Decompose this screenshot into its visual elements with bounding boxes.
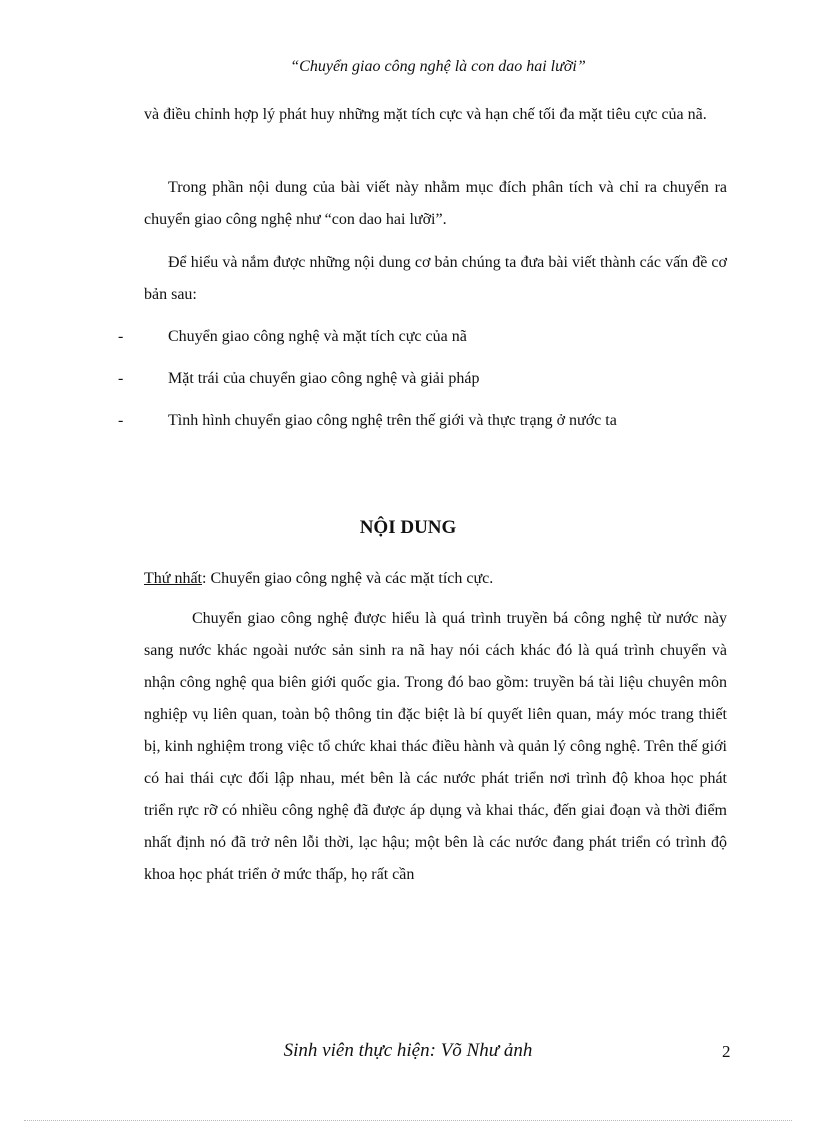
subsection-label: Thứ nhất	[144, 570, 202, 587]
subsection-heading	[144, 564, 493, 594]
paragraph-definition: Chuyển giao công nghệ được hiểu là quá trình truyền bá công nghệ từ nước này sang nước khác ngoài nước sản sinh ra nã hay nói cách khác đó là quá trình chuyển và nhận công nghệ qua biên giới quốc gia. Trong đó bao gồm: truyền bá tài liệu chuyên môn nghiệp vụ liên quan, toàn bộ thông tin đặc biệt là bí quyết liên quan, máy móc trang thiết bị, kinh nghiệm trong việc tổ chức khai thác điều hành và quản lý công nghệ. Trên thế giới có hai thái cực đối lập nhau, mét bên là các nước phát triển nơi trình độ khoa học phát triển rực rỡ có nhiều công nghệ đã được áp dụng và khai thác, đến giai đoạn và thời điểm nhất định nó đã trở nên lỗi thời, lạc hậu; một bên là các nước đang phát triển có trình độ khoa học phát triển ở mức thấp, họ rất cần	[144, 610, 727, 883]
page-bottom-divider	[24, 1120, 792, 1121]
list-item	[0, 404, 816, 446]
list-item	[0, 362, 816, 404]
subsection-text: : Chuyển giao công nghệ và các mặt tích cực.	[202, 570, 494, 587]
list-bullet: -	[118, 412, 124, 429]
list-bullet: -	[118, 328, 124, 345]
page-number: 2	[722, 1042, 731, 1061]
list-item-text: Mặt trái của chuyển giao công nghệ và giải pháp	[168, 370, 480, 387]
paragraph-outline: Để hiểu và nắm được những nội dung cơ bản chúng ta đưa bài viết thành các vấn đề cơ bản sau:	[144, 254, 727, 303]
list-bullet: -	[118, 370, 124, 387]
outline-list	[0, 320, 816, 446]
list-item-text: Tình hình chuyển giao công nghệ trên thế giới và thực trạng ở nước ta	[168, 412, 617, 429]
section-title: NỘI DUNG	[359, 517, 457, 538]
footer-author: Sinh viên thực hiện: Võ Như ảnh	[283, 1040, 533, 1061]
list-item	[0, 320, 816, 362]
paragraph-purpose: Trong phần nội dung của bài viết này nhằm mục đích phân tích và chỉ ra chuyển ra chuyển giao công nghệ như “con dao hai lưỡi”.	[144, 179, 727, 228]
list-item-text: Chuyển giao công nghệ và mặt tích cực của nã	[168, 328, 467, 345]
page-header: “Chuyển giao công nghệ là con dao hai lưỡi”	[290, 58, 586, 75]
paragraph-intro-end: và điều chỉnh hợp lý phát huy những mặt tích cực và hạn chế tối đa mặt tiêu cực của nã.	[144, 106, 707, 123]
